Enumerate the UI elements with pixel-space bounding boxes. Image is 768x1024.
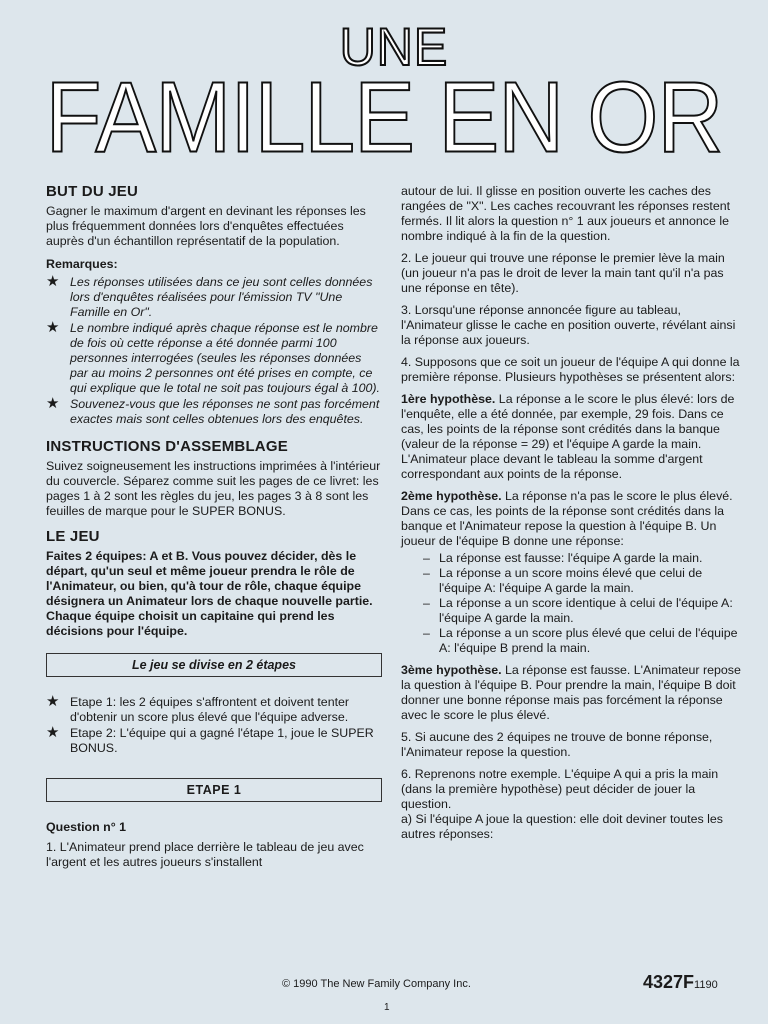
para-4: 4. Supposons que ce soit un joueur de l'équipe A qui donne la première réponse. Plusieurs hypothèses se présentent alors: (401, 355, 740, 384)
list-item: – La réponse a un score plus élevé que celui de l'équipe A: l'équipe B prend la main. (423, 626, 738, 655)
right-column (401, 184, 741, 849)
list-item: ★ Le nombre indiqué après chaque réponse est le nombre de fois où cette réponse a été donnée parmi 100 personnes interrogées (seules les réponses données par au moins 2 personnes ont été prises en compte, ce qui explique que le total ne soit pas toujours égal à 100). (46, 319, 380, 395)
product-code: 4327F1190 (643, 972, 718, 992)
hypothesis-3: 3ème hypothèse. La réponse est fausse. L'Animateur repose la question à l'équipe B. Pour prendre la main, l'équipe B doit donner une bonne réponse mais pas forcément la réponse avec le score le plus élevé. (401, 663, 741, 722)
list-item: ★ Etape 2: L'équipe qui a gagné l'étape 1, joue le SUPER BONUS. (46, 724, 374, 755)
star-icon: ★ (46, 693, 60, 710)
remarks-heading: Remarques: (46, 257, 118, 271)
hypothesis-2: 2ème hypothèse. La réponse n'a pas le score le plus élevé. Dans ce cas, les points de la réponse sont crédités dans la banque et l'Animateur repose la question à l'équipe B. Un joueur de l'équipe B donne une réponse: (401, 489, 733, 548)
left-column (46, 184, 382, 876)
star-icon: ★ (46, 319, 60, 336)
hypothesis-1: 1ère hypothèse. La réponse a le score le plus élevé: lors de l'enquête, elle a été donnée, par exemple, 29 fois. Dans ce cas, les points de la réponse sont crédités dans la banque (valeur de la réponse = 29) et l'équipe A garde la main. L'Animateur place devant le tableau la somme d'argent correspondant aux points de la réponse. (401, 392, 735, 481)
list-item: – La réponse est fausse: l'équipe A garde la main. (423, 551, 703, 565)
jeu-heading: LE JEU (46, 528, 100, 545)
but-heading: BUT DU JEU (46, 183, 139, 200)
stages-list (46, 695, 382, 756)
question1-text: 1. L'Animateur prend place derrière le tableau de jeu avec l'argent et les autres joueurs s'installent (46, 840, 364, 869)
assembly-text: Suivez soigneusement les instructions imprimées à l'intérieur du couvercle. Séparez comme suit les pages de ce livret: les pages 1 à 2 sont les règles du jeu, les pages 3 à 8 sont les feuilles de marque pour le SUPER BONUS. (46, 459, 381, 518)
star-icon: ★ (46, 724, 60, 741)
para-6: 6. Reprenons notre exemple. L'équipe A qui a pris la main (dans la première hypothèse) peut décider de jouer la question. (401, 767, 719, 811)
star-icon: ★ (46, 273, 60, 290)
list-item: ★ Les réponses utilisées dans ce jeu sont celles données lors d'enquêtes réalisées pour l'émission TV "Une Famille en Or". (46, 273, 373, 319)
etape1-box: ETAPE 1 (46, 778, 382, 802)
list-item: – La réponse a un score moins élevé que celui de l'équipe A: l'équipe A garde la main. (423, 566, 703, 595)
jeu-text: Faites 2 équipes: A et B. Vous pouvez décider, dès le départ, qu'un seul et même joueur prendra le rôle de l'Animateur, ou bien, qu'à tour de rôle, chaque équipe désignera un Animateur lors de chaque nouvelle partie. Chaque équipe choisit un capitaine qui prend les décisions pour l'équipe. (46, 549, 373, 638)
title-small: UNE (339, 17, 449, 77)
star-icon: ★ (46, 395, 60, 412)
title-main: FAMILLE EN OR (45, 60, 723, 174)
para-2: 2. Le joueur qui trouve une réponse le premier lève la main (un joueur n'a pas le droit de lever la main tant qu'il n'a pas une réponse en tête). (401, 251, 725, 295)
para-1-continued: autour de lui. Il glisse en position ouverte les caches des rangées de "X". Les caches recouvrant les réponses restent fermés. Il lit alors la question n° 1 aux joueurs et annonce le nombre indiqué à la fin de la question. (401, 184, 731, 243)
question-heading: Question n° 1 (46, 820, 126, 834)
hypothesis-2-cases (401, 551, 741, 656)
list-item: ★ Souvenez-vous que les réponses ne sont pas forcément exactes mais sont celles obtenues lors des enquêtes. (46, 395, 380, 426)
para-3: 3. Lorsqu'une réponse annoncée figure au tableau, l'Animateur glisse le cache en position ouverte, révélant ainsi la réponse aux joueurs. (401, 303, 736, 347)
para-6a: a) Si l'équipe A joue la question: elle doit deviner toutes les autres réponses: (401, 812, 723, 841)
page-number: 1 (384, 1002, 390, 1013)
remarks-list (46, 275, 382, 427)
list-item: ★ Etape 1: les 2 équipes s'affrontent et doivent tenter d'obtenir un score plus élevé que l'équipe adverse. (46, 693, 350, 724)
copyright: © 1990 The New Family Company Inc. (282, 978, 471, 990)
but-text: Gagner le maximum d'argent en devinant les réponses les plus fréquemment données lors d'enquêtes effectuées auprès d'un échantillon représentatif de la population. (46, 204, 366, 248)
para-5: 5. Si aucune des 2 équipes ne trouve de bonne réponse, l'Animateur repose la question. (401, 730, 713, 759)
stages-box: Le jeu se divise en 2 étapes (46, 653, 382, 677)
list-item: – La réponse a un score identique à celui de l'équipe A: l'équipe A garde la main. (423, 596, 733, 625)
assembly-heading: INSTRUCTIONS D'ASSEMBLAGE (46, 438, 288, 455)
title-block (0, 17, 768, 174)
